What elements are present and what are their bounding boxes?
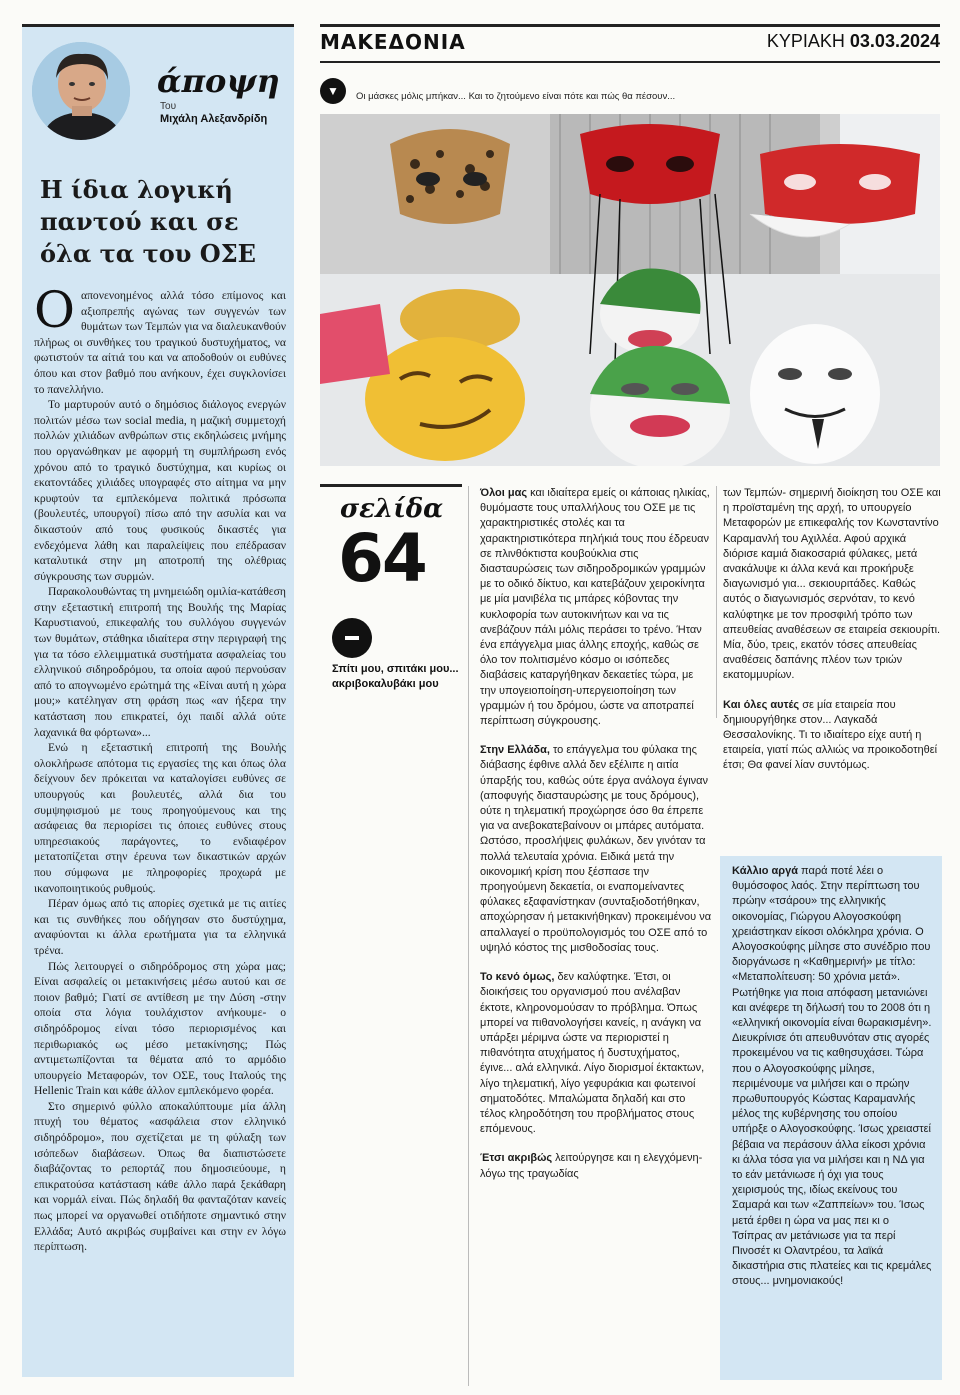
paragraph-lead: Το κενό όμως,: [480, 971, 555, 984]
body-paragraph: Παρακολουθώντας τη μνημειώδη ομιλία-κατάθεση στην εξεταστική επιτροπή της Βουλής της Μαρίας Καρυστιανού, επικεφαλής του συλλόγου συγγενών των θυμάτων, στάθηκα ιδιαίτερα στην περιγραφή της για τα τόσο ελλειμματικά συστήματα ασφαλείας του ελληνικού σιδηροδρόμου, τα οποία αφού περνούσαν από το απογνωμένο ερώτημά της «Είναι αυτή η χώρα μου;» κατέληγαν στη φράση πως «αν ήξερα την κατάσταση που επικρατεί, όχι παιδί αλλά ούτε λαχανικά θα φόρτωνα»...: [34, 585, 286, 739]
paragraph-text: απονενοημένος αλλά τόσο επίμονος και αξιοπρεπής αγώνας των συγγενών των θυμάτων των Τεμπών για να διαλευκανθούν πλήρως οι συνθήκες του τραγικού δυστυχήματος, να φωτιστούν τα αίτιά του και να αποδοθούν οι ευθύνες όπου και στον βαθμό που ανήκουν, έχει συγκλονίσει το πανελλήνιο.: [34, 289, 286, 396]
article-paragraph: [480, 1151, 712, 1181]
body-paragraph: Ενώ η εξεταστική επιτροπή της Βουλής ολοκλήρωσε απότομα τις εργασίες της και όπως όλα δείχνουν δεν πρόκειται να καταλογίσει ευθύνες σε υπουργούς και βουλευτές, αλλά δια του συμψηφισμού με τους προηγούμενους και της ασάφειας θα περιορίσει τις όποιες ευθύνες στους υπηρεσιακούς παράγοντες, το ενδιαφέρον μετατοπίζεται στην έρευνα των δικαστικών αρχών που σύμφωνα με πληροφορίες προχωρά με ικανοποιητικούς ρυθμούς.: [34, 741, 286, 895]
author-portrait-icon: [32, 42, 130, 140]
header-bottom-rule: [320, 61, 940, 63]
paragraph-lead: Όλοι μας: [480, 487, 528, 499]
page-ref-title: Σπίτι μου, σπιτάκι μου... ακριβοκαλυβάκι μου: [332, 663, 459, 690]
issue-date: [700, 31, 940, 52]
commentary-text: [732, 864, 932, 1304]
dropcap: Ο: [34, 281, 75, 339]
caption-triangle-icon: ▼: [320, 78, 346, 104]
paragraph-text: παρά ποτέ λέει ο θυμόσοφος λαός. Στην περίπτωση του πρώην «τσάρου» της ελληνικής οικονομίας, Γιώργου Αλογοσκούφη χρειάστηκαν είκοσι ολόκληρα χρόνια. Ο Αλογοσκούφης μίλησε στο συνέδριο που διοργάνωσε η «Καθημερινή» με τίτλο: «Μεταπολίτευση: 50 χρόνια μετά». Ρωτήθηκε για ποια απόφαση μετανιώνει και ανέφερε τη δήλωσή του το 2008 ότι η «ελληνική οικονομία είναι θωρακισμένη». Διευκρίνισε ότι απευθυνόταν στις αγορές προκειμένου να τις καθησυχάσει. Τώρα που ο Αλογοσκούφης μίλησε, περιμένουμε να μιλήσει και ο πρώην πρωθυπουργός Κώστας Καραμανλής μέλος της κυβέρνησης του οποίου υπήρξε ο Αλογοσκούφης. Ίσως χρειαστεί βέβαια να περάσουν άλλα είκοσι χρόνια κι άλλα τόσα για να μιλήσει και η ΝΔ για το εάν μετάνιωσε ή όχι για τους χειρισμούς της, ιδίως εκείνους του Σαμαρά και των «Ζαππείων» του. Ίσως μετά έρθει η ώρα να μας πει κι ο Τσίπρας αν μετάνιωσε για τα περί Πινοσέτ κι Ολαντρέου, τα λαϊκά δικαστήρια στις πλατείες και τις κρεμάλες στους... μνημονιακούς!: [732, 865, 932, 1288]
page-ref-number: 64: [338, 520, 426, 597]
paragraph-lead: Έτσι ακριβώς: [480, 1152, 553, 1165]
article-paragraph: [480, 486, 712, 729]
issue-day: ΚΥΡΙΑΚΗ: [766, 31, 845, 51]
column-divider: [716, 486, 717, 718]
minus-circle-icon: [332, 618, 372, 658]
paragraph-text: δεν καλύφτηκε. Έτσι, οι διοικήσεις του οργανισμού που ανέλαβαν έκτοτε, κληρονομούσαν το πρόβλημα. Όπως μπορεί να πιθανολογήσει κανείς, η ανάγκη να υπάρξει μέριμνα ώστε να περιοριστεί η πιθανότητα ατυχήματος ή δυστυχήματος, έγινε... αλά ελληνικά. Λίγο διορισμοί έκτακτων, λίγο τηλεματική, λίγο γεφυράκια και φωτεινοί σηματοδότες. Μπαλώματα δηλαδή και στο τέλος κληροδότηση του προβλήματος στους επόμενους.: [480, 971, 705, 1136]
opinion-headline: Η ίδια λογική παντού και σε όλα τα του ΟΣΕ: [40, 175, 256, 268]
article-paragraph: [723, 486, 941, 684]
body-paragraph: Πώς λειτουργεί ο σιδηρόδρομος στη χώρα μας; Είναι ασφαλείς οι μετακινήσεις μέσω αυτού και σε ποιον βαθμό; Γιατί σε αντίθεση με την Δύση -στην οποία στα λόγια τουλάχιστον ανήκουμε- ο σιδηρόδρομος είναι τόσο περιορισμένος και περιθωριακός ως μέσο μετακίνησης; Πώς αντιμετωπίζονται τα θέματα από το αρμόδιο υπουργείο Μεταφορών, τον ΟΣΕ, τους Ιταλούς της Hellenic Train και κάθε άλλον εμπλεκόμενο φορέα.: [34, 959, 286, 1098]
byline-prefix: Του: [160, 101, 177, 112]
commentary-box: [720, 856, 942, 1380]
issue-date-value: 03.03.2024: [849, 31, 940, 51]
paragraph-text: λειτούργησε και η ελεγχόμενη-λόγω της τραγωδίας: [480, 1152, 703, 1180]
page-ref-label: σελίδα: [340, 494, 444, 524]
newspaper-name: ΜΑΚΕΔΟΝΙΑ: [320, 30, 466, 54]
page-ref-rule: [320, 484, 462, 487]
paragraph-lead: Στην Ελλάδα,: [480, 744, 550, 757]
masks-photo: [320, 114, 940, 466]
header-top-rule: [320, 24, 940, 27]
column-top-rule: [22, 24, 294, 27]
opinion-body: [34, 281, 286, 1255]
article-column-middle: [480, 486, 712, 1196]
author-name: Μιχάλη Αλεξανδρίδη: [160, 113, 268, 125]
carnival-masks-image: [320, 114, 940, 466]
paragraph-lead: Κάλλιο αργά: [732, 865, 798, 877]
article-paragraph: [480, 970, 712, 1137]
article-paragraph: [480, 743, 712, 956]
body-paragraph: [34, 281, 286, 397]
opinion-column: [22, 24, 294, 1377]
article-paragraph: [732, 864, 932, 1290]
article-column-right: [723, 486, 941, 788]
body-paragraph: Στο σημερινό φύλλο αποκαλύπτουμε μία άλλη πτυχή του θέματος «ασφάλεια στον ελληνικό σιδηρόδρομο», που σχετίζεται με τη φύλαξη των ισόπεδων διαβάσεων. Όπως θα διαπιστώσετε διαβάζοντας το ρεπορτάζ που δημοσιεύουμε, η επικρατούσα κατάσταση κάθε άλλο παρά ξεκάθαρη και νορμάλ είναι. Πώς δηλαδή θα φανταζόταν κανείς πως μπορεί να οργανωθεί οτιδήποτε σημαντικό στην Ελλάδα; Αυτό ακριβώς συμβαίνει και στην εν λόγω περίπτωση.: [34, 1099, 286, 1254]
paragraph-text: και ιδιαίτερα εμείς οι κάποιας ηλικίας, θυμόμαστε τους υπαλλήλους του ΟΣΕ με τις χαρακτηριστικές στολές και τα χαρακτηριστικότερα πηλήκιά τους που έδρευαν σε πλινθόκτιστα κουβούκλια στις διασταυρώσεις των σιδηροδρομικών γραμμών με το οδικό δίκτυο, και κατεβάζουν χειροκίνητα με μία μανιβέλα τις μπάρες κόβοντας την κυκλοφορία των αυτοκινήτων και να τις ανεβάζουν πάλι μόλις περάσει το τρένο. Ήταν ένα επάγγελμα μιας άλλης εποχής, καθώς σε όλο τον πολιτισμένο κόσμο οι ισόπεδες διαβάσεις καταργήθηκαν δεκαετίες τώρα, με την υπογειοποίηση-υπεργειοποίηση των γραμμών ή του δρόμου, ώστε να αποτραπεί περίπτωση σύγκρουσης.: [480, 487, 710, 728]
body-paragraph: Πέραν όμως από τις απορίες σχετικά με τις αιτίες και τις συνθήκες που οδήγησαν στο δυστύχημα, αναφύονται κι άλλα ερωτήματα για τα ελληνικά τρένα.: [34, 897, 286, 957]
paragraph-text: το επάγγελμα του φύλακα της διάβασης έφθινε αλλά δεν εξέλιπε η αιτία ύπαρξής του, καθώς ούτε έργα ανάλογα έγιναν (αποφυγής διασταυρώσης με τους δρόμους), ούτε η τηλεματική προχώρησε όσο θα έπρεπε για να ανεβοκατεβαίνουν οι μπάρες αυτόματα. Ωστόσο, προσλήψεις φυλάκων, δεν γινόταν τα πολλά τελευταία χρόνια. Ειδικά μετά την οικονομική κρίση που ξέσπασε την προηγούμενη δεκαετία, οι εναπομείναντες φύλακες εξαφανίστηκαν (συνταξιοδοτήθηκαν, αποχώρησαν ή μετακινήθηκαν) προκειμένου να απαλλαγεί ο προϋπολογισμός του ΟΣΕ από το υψηλό κόστος της μισθοδοσίας τους.: [480, 744, 712, 954]
section-label: άποψη: [157, 62, 280, 100]
article-paragraph: [723, 698, 941, 774]
paragraph-text: των Τεμπών- σημερινή διοίκηση του ΟΣΕ και η προϊσταμένη της αρχή, το υπουργείο Μεταφορών με επικεφαλής τον Κωνσταντίνο Καραμανλή του Αχιλλέα. Αφού αρχικά διόρισε καμιά διακοσαριά φύλακες, μετά ανακάλυψε κι άλλα κενά και προκήρυξε διαγωνισμό για... σεκιουριτάδες. Καθώς αυτός ο διαγωνισμός σερνόταν, το κενό καλύφτηκε με τον προσφιλή τρόπο των απευθείας αναθέσεων σε εταιρεία σεκιουρίτι. Μία, δύο, τρεις, εκατόν τόσες απευθείας αναθέσεις δαπάνης πλέον των τριών εκατομμυρίων.: [723, 487, 941, 682]
photo-caption: Οι μάσκες μόλις μπήκαν... Και το ζητούμενο είναι πότε και πώς θα πέσουν...: [356, 91, 676, 102]
paragraph-text: σε μία εταιρεία που δημιουργήθηκε στον... Λαγκαδά Θεσσαλονίκης. Τι το ιδιαίτερο είχε αυτή η εταιρεία, γιατί πώς αλλιώς να προικοδοτηθεί έτσι; Θα φανεί λίαν συντόμως.: [723, 698, 938, 772]
body-paragraph: Το μαρτυρούν αυτό ο δημόσιος διάλογος ενεργών πολιτών μέσω των social media, η μαζική συμμετοχή πολλών χιλιάδων ανθρώπων στις εκδηλώσεις μνήμης που οργανώθηκαν με αφορμή τη συμπλήρωση ενός χρόνου από το τραγικό δυστύχημα, και κυρίως οι εκατοντάδες χιλιάδες υπογραφές στο αίτημα να μην κρυφτούν τα εμπλεκόμενα πολιτικά πρόσωπα (βουλευτές, υπουργοί) πίσω από την ασυλία και να δικαστούν από τους φυσικούς δικαστές για ενδεχόμενα λάθη και παραλείψεις που επέδρασαν καταλυτικά στην μη αποτροπή της ολέθριας σύγκρουσης των συρμών.: [34, 398, 286, 583]
author-avatar: [32, 42, 130, 140]
column-divider: [468, 486, 469, 1386]
paragraph-lead: Και όλες αυτές: [723, 698, 800, 711]
